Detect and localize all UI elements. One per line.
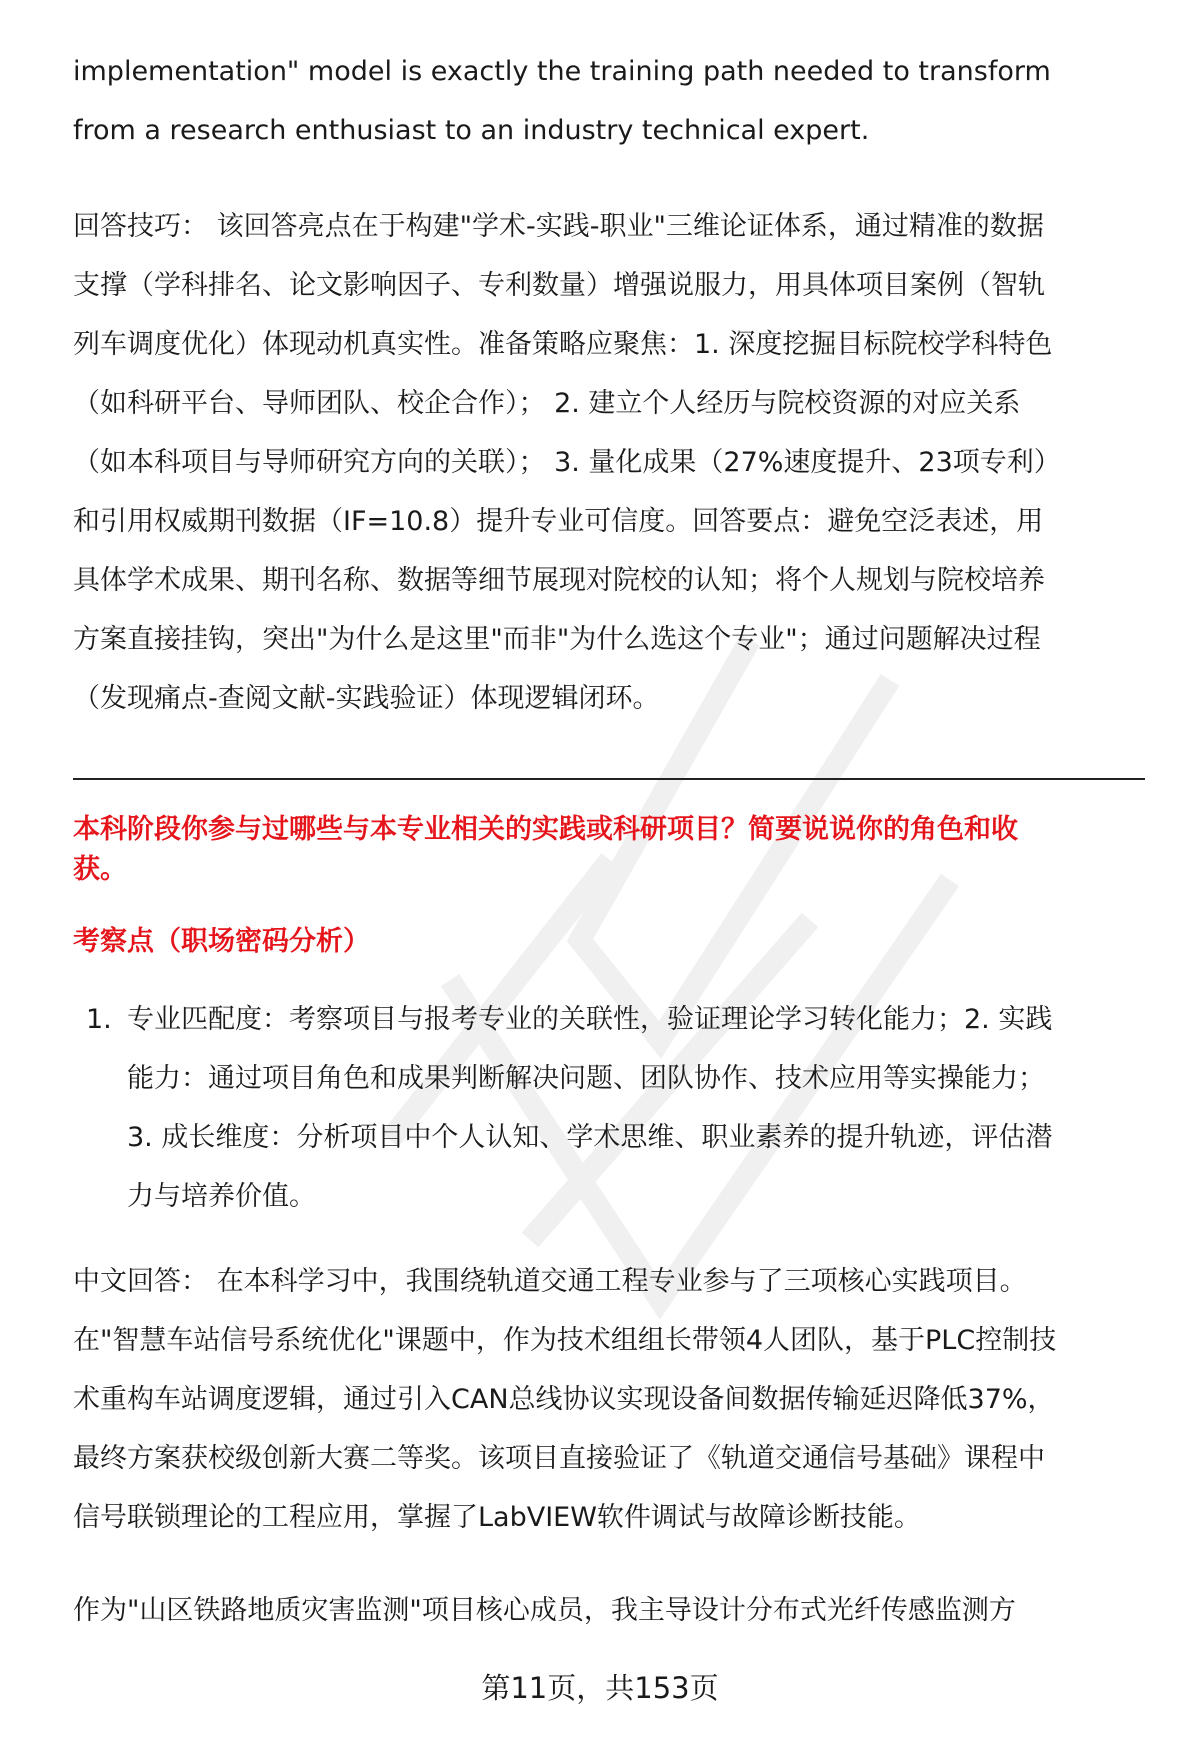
page-number: 第11页，共153页 [481,1671,719,1705]
list-line: 3. 成长维度：分析项目中个人认知、学术思维、职业素养的提升轨迹，评估潜 [127,1122,1053,1153]
intro-line: implementation" model is exactly the training path needed to transform [73,56,1051,87]
tips-line: 支撑（学科排名、论文影响因子、专利数量）增强说服力，用具体项目案例（智轨 [73,270,1045,301]
tips-line: 具体学术成果、期刊名称、数据等细节展现对院校的认知；将个人规划与院校培养 [73,565,1045,596]
tips-line: （如科研平台、导师团队、校企合作）； 2. 建立个人经历与院校资源的对应关系 [73,388,1021,419]
section-divider [73,778,1145,780]
tips-line: 和引用权威期刊数据（IF=10.8）提升专业可信度。回答要点：避免空泛表述，用 [73,506,1044,537]
list-line: 能力：通过项目角色和成果判断解决问题、团队协作、技术应用等实操能力； [127,1063,1045,1094]
next-paragraph-line: 作为"山区铁路地质灾害监测"项目核心成员，我主导设计分布式光纤传感监测方 [73,1595,1016,1626]
answer-line: 信号联锁理论的工程应用，掌握了LabVIEW软件调试与故障诊断技能。 [73,1502,921,1533]
watermark-graphic [330,620,1030,1320]
list-line: 力与培养价值。 [127,1181,316,1212]
answer-line: 最终方案获校级创新大赛二等奖。该项目直接验证了《轨道交通信号基础》课程中 [73,1443,1045,1474]
question-line: 本科阶段你参与过哪些与本专业相关的实践或科研项目？简要说说你的角色和收 [73,814,1018,845]
answer-line: 在"智慧车站信号系统优化"课题中，作为技术组组长带领4人团队，基于PLC控制技 [73,1325,1057,1356]
tips-line: 回答技巧： 该回答亮点在于构建"学术-实践-职业"三维论证体系，通过精准的数据 [73,211,1044,242]
intro-line: from a research enthusiast to an industry technical expert. [73,115,870,146]
tips-line: （如本科项目与导师研究方向的关联）； 3. 量化成果（27%速度提升、23项专利） [73,447,1061,478]
tips-line: 列车调度优化）体现动机真实性。准备策略应聚焦：1. 深度挖掘目标院校学科特色 [73,329,1053,360]
list-number: 1. [86,1004,112,1035]
tips-line: 方案直接挂钩，突出"为什么是这里"而非"为什么选这个专业"；通过问题解决过程 [73,624,1041,655]
question-line: 获。 [73,854,127,885]
list-line: 专业匹配度：考察项目与报考专业的关联性，验证理论学习转化能力；2. 实践 [127,1004,1053,1035]
answer-line: 术重构车站调度逻辑，通过引入CAN总线协议实现设备间数据传输延迟降低37%， [73,1384,1055,1415]
subheading: 考察点（职场密码分析） [73,926,370,957]
tips-line: （发现痛点-查阅文献-实践验证）体现逻辑闭环。 [73,683,660,714]
answer-line: 中文回答： 在本科学习中，我围绕轨道交通工程专业参与了三项核心实践项目。 [73,1266,1027,1297]
